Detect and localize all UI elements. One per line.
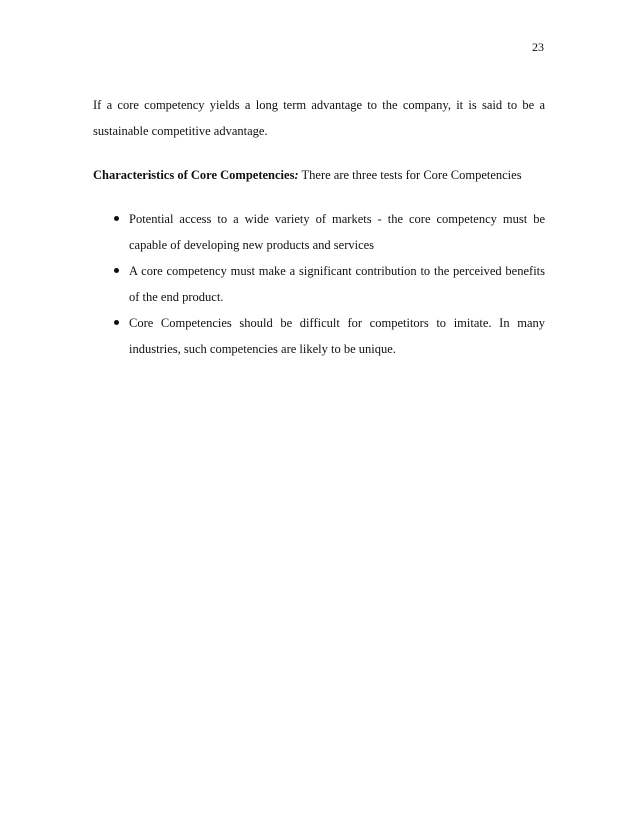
intro-paragraph: If a core competency yields a long term advantage to the company, it is said to be a sustainable competitive advantage. [93,98,545,138]
characteristics-heading-colon: : [294,168,299,182]
bullet-icon [114,268,119,273]
list-item [93,206,545,258]
list-item [93,310,545,362]
characteristics-paragraph [93,162,545,188]
list-item-text: Core Competencies should be difficult for competitors to imitate. In many industries, such competencies are likely to be unique. [129,316,545,356]
list-item-text: Potential access to a wide variety of markets - the core competency must be capable of developing new products and services [129,212,545,252]
page-content [93,92,545,362]
characteristics-list [93,206,545,362]
page-number: 23 [532,40,544,54]
bullet-icon [114,216,119,221]
list-item-text: A core competency must make a significant contribution to the perceived benefits of the end product. [129,264,545,304]
characteristics-intro-text: There are three tests for Core Competencies [298,168,522,182]
list-item [93,258,545,310]
bullet-icon [114,320,119,325]
characteristics-heading: Characteristics of Core Competencies [93,168,295,182]
